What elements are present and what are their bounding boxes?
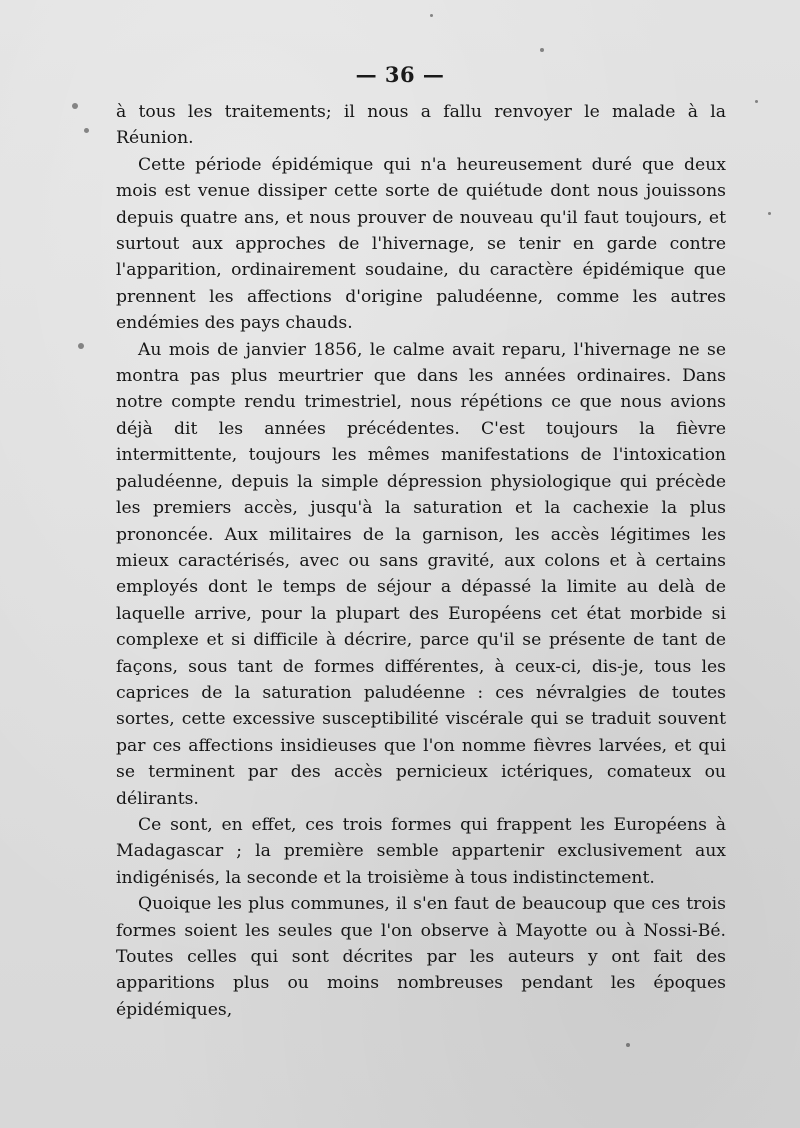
body-text (116, 99, 726, 1023)
paragraph-january-1856: Au mois de janvier 1856, le calme avait reparu, l'hivernage ne se montra pas plus meurtrier que dans les années ordinaires. Dans notre compte rendu trimestriel, nous répétions ce que nous avions déjà dit les années précédentes. C'est toujours la fièvre intermittente, toujours les mêmes manifestations de l'intoxication paludéenne, depuis la simple dépression physiologique qui précède les premiers accès, jusqu'à la saturation et la cachexie la plus prononcée. Aux militaires de la garnison, les accès légitimes les mieux caractérisés, avec ou sans gravité, aux colons et à certains employés dont le temps de séjour a dépassé la limite au delà de laquelle arrive, pour la plupart des Européens cet état morbide si complexe et si difficile à décrire, parce qu'il se présente de tant de façons, sous tant de formes différentes, à ceux-ci, dis-je, tous les caprices de la saturation paludéenne : ces névralgies de toutes sortes, cette excessive susceptibilité viscérale qui se traduit souvent par ces affections insidieuses que l'on nomme fièvres larvées, et qui se terminent par des accès pernicieux ictériques, comateux ou délirants. (116, 339, 726, 809)
ink-speck (84, 128, 89, 133)
ink-speck (72, 103, 78, 109)
ink-speck (540, 48, 544, 52)
paragraph-other-forms: Quoique les plus communes, il s'en faut de beaucoup que ces trois formes soient les seules que l'on observe à Mayotte ou à Nossi-Bé. Toutes celles qui sont décrites par les auteurs y ont fait des apparitions plus ou moins nombreuses pendant les époques épidémiques, (116, 894, 726, 1020)
ink-speck (430, 14, 433, 17)
ink-speck (78, 343, 84, 349)
ink-speck (755, 100, 758, 103)
paragraph-continued: à tous les traitements; il nous a fallu renvoyer le malade à la Réunion. (116, 102, 726, 149)
paragraph-epidemic-period: Cette période épidémique qui n'a heureusement duré que deux mois est venue dissiper cette sorte de quiétude dont nous jouissons depuis quatre ans, et nous prouver de nouveau qu'il faut toujours, et surtout aux approches de l'hivernage, se tenir en garde contre l'apparition, ordinairement soudaine, du caractère épidémique que prennent les affections d'origine paludéenne, comme les autres endémies des pays chauds. (116, 154, 726, 334)
paragraph-three-forms: Ce sont, en effet, ces trois formes qui frappent les Européens à Madagascar ; la première semble appartenir exclusivement aux indigénisés, la seconde et la troisième à tous indistinctement. (116, 814, 726, 888)
ink-speck (626, 1043, 630, 1047)
ink-speck (768, 212, 771, 215)
page-number: — 36 — (355, 62, 445, 87)
